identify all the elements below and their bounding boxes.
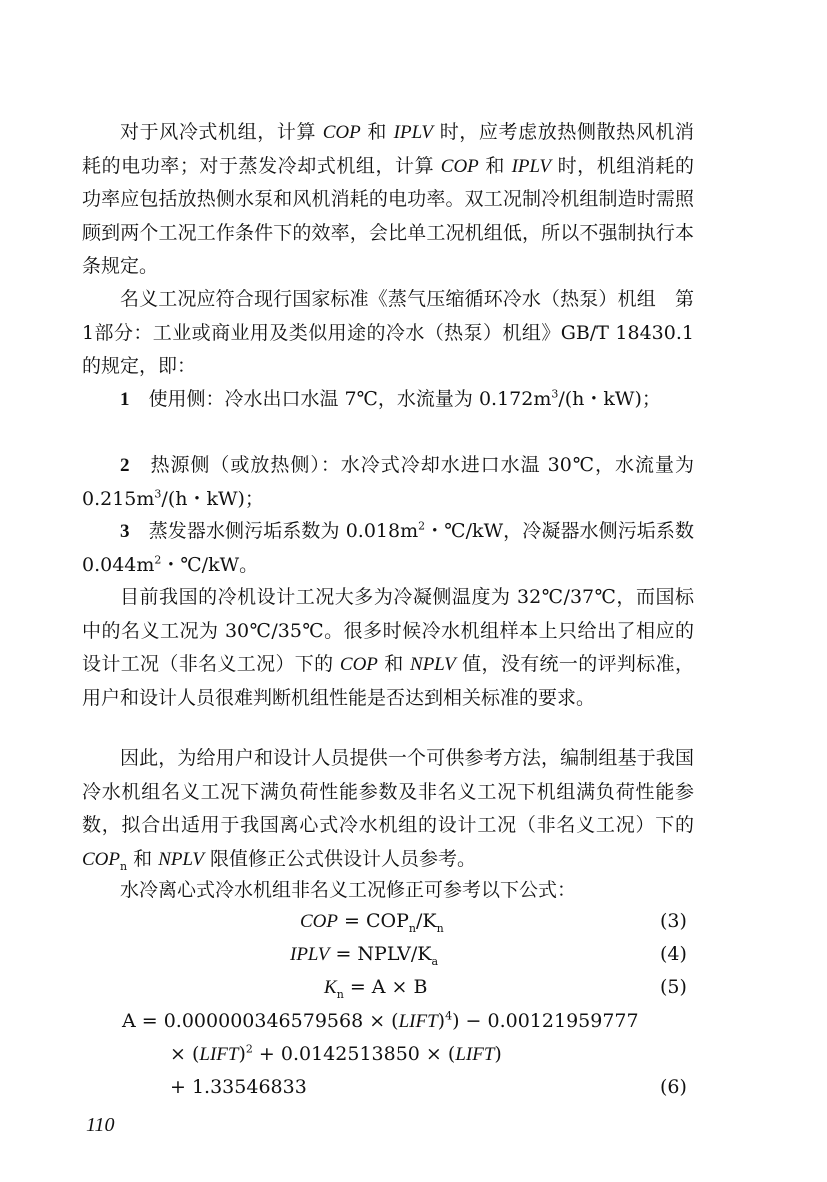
- paragraph-air-cooled: 对于风冷式机组，计算 COP 和 IPLV 时，应考虑放热侧散热风机消耗的电功率；对于蒸发冷却式机组，计算 COP 和 IPLV 时，机组消耗的功率应包括放热侧水泵和风机消耗的电功率。双工况制冷机组制造时需照顾到两个工况工作条件下的效率，会比单工况机组低，所以不强制执行本条规定。: [82, 121, 694, 277]
- paragraph-design-conditions: 目前我国的冷机设计工况大多为冷凝侧温度为 32℃/37℃，而国标中的名义工况为 30℃/35℃。很多时候冷水机组样本上只给出了相应的设计工况（非名义工况）下的 COP 和 NPLV 值，没有统一的评判标准，用户和设计人员很难判断机组性能是否达到相关标准的要求。: [82, 586, 694, 709]
- paragraph-formula-intro: 水冷离心式冷水机组非名义工况修正可参考以下公式：: [120, 879, 577, 901]
- equation-4: IPLV = NPLV/$K_a$: [290, 943, 439, 968]
- equation-4-number: (4): [660, 943, 687, 965]
- equation-6-line-1: A = 0.000000346579568 × (LIFT)$^4$) − 0.00121959777: [122, 1009, 639, 1032]
- equation-5: $K_n = A \times B$: [324, 976, 428, 1001]
- list-item-heat-source-side: 2 热源侧（或放热侧）：水冷式冷却水进口水温 30℃，水流量为 $0.215m^3/(h$・kW)；: [82, 454, 694, 510]
- page-number: 110: [86, 1114, 115, 1136]
- list-item-use-side: 1 使用侧：冷水出口水温 7℃，水流量为 $0.172m^3/(h$・kW)；: [120, 387, 661, 410]
- equation-6-number: (6): [660, 1076, 687, 1098]
- paragraph-nominal-conditions: 名义工况应符合现行国家标准《蒸气压缩循环冷水（热泵）机组 第1部分：工业或商业用及类似用途的冷水（热泵）机组》GB/T 18430.1 的规定，即：: [82, 288, 694, 377]
- paragraph-correction-method: 因此，为给用户和设计人员提供一个可供参考方法，编制组基于我国冷水机组名义工况下满负荷性能参数及非名义工况下机组满负荷性能参数，拟合出适用于我国离心式冷水机组的设计工况（非名义工况）下的 $COP_n$ 和 NPLV 限值修正公式供设计人员参考。: [82, 747, 694, 873]
- equation-3: COP = $COP_n/K_n$: [300, 910, 444, 935]
- equation-5-number: (5): [660, 976, 687, 998]
- equation-3-number: (3): [660, 910, 687, 932]
- equation-6-line-3: + 1.33546833: [170, 1076, 307, 1098]
- list-item-fouling-factor: 3 蒸发器水侧污垢系数为 $0.018m^2$・℃/kW，冷凝器水侧污垢系数 $0.044m^2$・℃/kW。: [82, 519, 694, 576]
- equation-6-line-2: × (LIFT)$^2$ + 0.0142513850 × (LIFT): [170, 1042, 502, 1065]
